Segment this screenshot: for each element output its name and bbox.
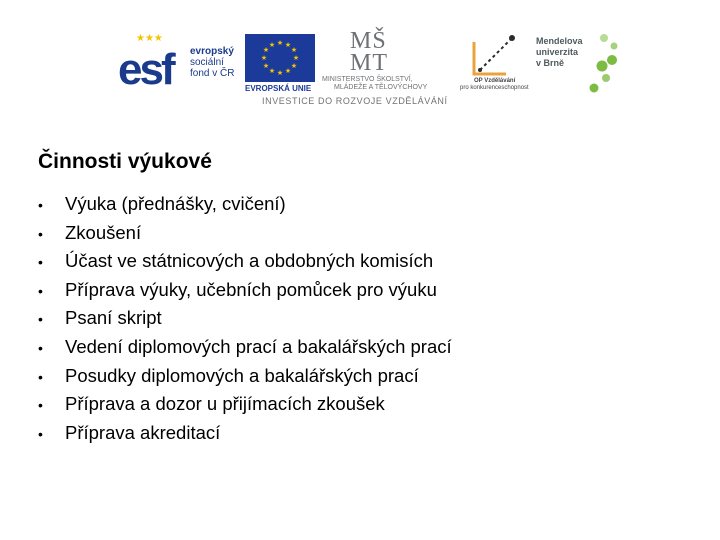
svg-text:★: ★	[292, 54, 300, 62]
msmt-caption-line2: MLÁDEŽE A TĚLOVÝCHOVY	[334, 84, 428, 91]
msmt-caption	[322, 76, 427, 92]
logo-strip	[118, 28, 618, 116]
svg-text:★: ★	[268, 67, 276, 75]
op-emblem-icon	[466, 32, 526, 78]
esf-mark: esf	[118, 45, 173, 94]
svg-text:★: ★	[262, 46, 270, 54]
svg-text:★: ★	[262, 62, 270, 70]
svg-text:★: ★	[276, 69, 284, 77]
list-item-text: Příprava výuky, učebních pomůcek pro výuku	[65, 278, 437, 300]
msmt-mark-bottom: MT	[350, 50, 388, 76]
list-item-text: Vedení diplomových prací a bakalářských prací	[65, 335, 452, 357]
esf-logo	[118, 34, 238, 92]
list-item	[38, 390, 452, 419]
mendel-line2: univerzita	[536, 47, 579, 57]
logo-tagline: INVESTICE DO ROZVOJE VZDĚLÁVÁNÍ	[262, 96, 448, 106]
list-item	[38, 419, 452, 448]
list-item-text: Příprava akreditací	[65, 421, 221, 443]
bullet-list	[38, 190, 452, 447]
op-logo	[460, 30, 530, 96]
list-item	[38, 247, 452, 276]
list-item	[38, 190, 452, 219]
svg-text:★: ★	[268, 41, 276, 49]
list-item	[38, 276, 452, 305]
list-item-text: Zkoušení	[65, 221, 142, 243]
op-caption	[460, 78, 529, 92]
esf-caption-line2: sociální	[190, 57, 224, 68]
mendel-line1: Mendelova	[536, 36, 583, 46]
list-item-text: Posudky diplomových a bakalářských prací	[65, 364, 419, 386]
svg-text:★: ★	[260, 54, 268, 62]
list-item-text: Příprava a dozor u přijímacích zkoušek	[65, 393, 385, 415]
esf-caption-line1: evropský	[190, 46, 234, 57]
bullet-icon: •	[38, 225, 43, 242]
msmt-mark-top: MŠ	[350, 28, 387, 54]
mendel-logo	[532, 30, 622, 98]
esf-caption	[190, 46, 234, 79]
svg-text:★: ★	[284, 67, 292, 75]
mendel-dots-icon	[580, 30, 620, 100]
bullet-icon: •	[38, 311, 43, 328]
mendel-line3: v Brně	[536, 58, 565, 68]
bullet-icon: •	[38, 282, 43, 299]
list-item	[38, 362, 452, 391]
list-item	[38, 219, 452, 248]
eu-logo	[245, 34, 315, 92]
list-item-text: Výuka (přednášky, cvičení)	[65, 193, 286, 214]
svg-text:★: ★	[284, 41, 292, 49]
msmt-mark	[350, 30, 388, 74]
svg-text:★: ★	[276, 39, 284, 47]
eu-flag-icon	[245, 34, 315, 82]
mendel-text	[536, 36, 583, 69]
list-item-text: Psaní skript	[65, 307, 162, 329]
list-item-text: Účast ve státnicových a obdobných komisích	[65, 250, 434, 272]
bullet-icon: •	[38, 339, 43, 356]
msmt-caption-line1: MINISTERSTVO ŠKOLSTVÍ,	[322, 76, 413, 83]
list-item	[38, 333, 452, 362]
bullet-icon: •	[38, 368, 43, 385]
op-caption-line1: OP Vzdělávání	[474, 78, 516, 84]
bullet-icon: •	[38, 197, 43, 213]
bullet-icon: •	[38, 397, 43, 414]
slide-title: Činnosti výukové	[38, 150, 212, 173]
msmt-logo	[322, 30, 452, 96]
svg-text:★: ★	[290, 46, 298, 54]
bullet-icon: •	[38, 425, 43, 442]
svg-text:★: ★	[290, 62, 298, 70]
op-caption-line2: pro konkurenceschopnost	[460, 85, 529, 91]
eu-caption: EVROPSKÁ UNIE	[245, 84, 312, 93]
list-item	[38, 304, 452, 333]
esf-caption-line3: fond v ČR	[190, 68, 235, 79]
bullet-icon: •	[38, 254, 43, 271]
esf-stars-icon: ★★★	[136, 33, 163, 44]
